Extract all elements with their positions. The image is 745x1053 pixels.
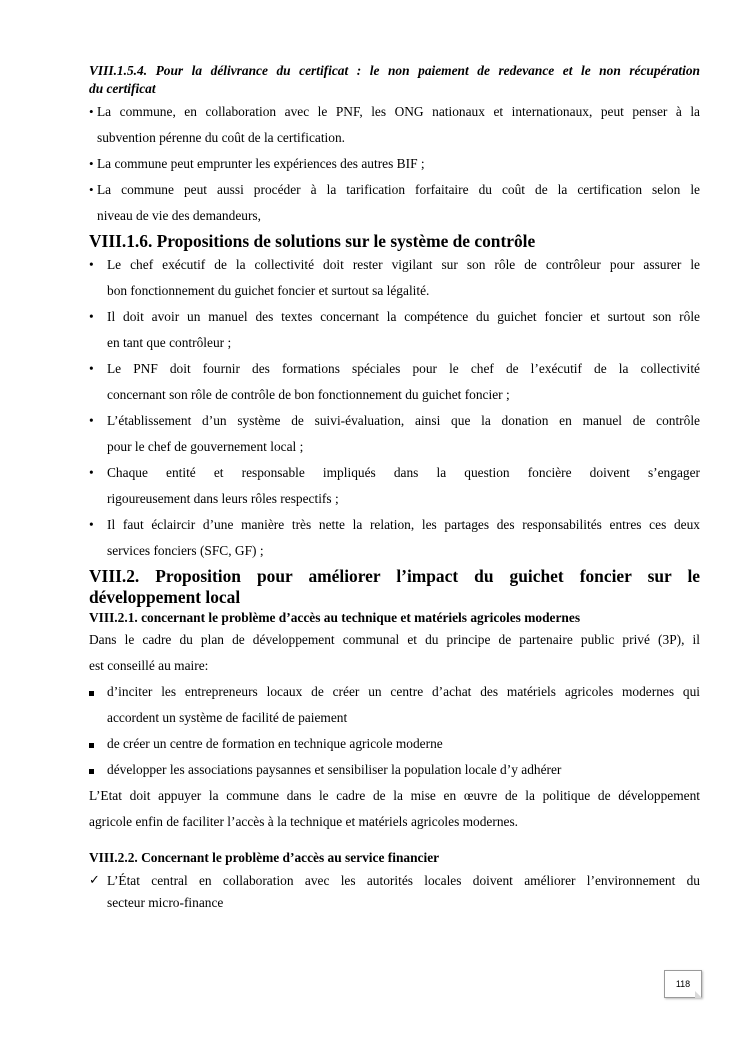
page-number: 118 bbox=[664, 970, 702, 998]
list-item: • Le PNF doit fournir des formations spéciales pour le chef de l’exécutif de la collectivité concernant son rôle de contrôle de bon fonctionnement du guichet foncier ; bbox=[89, 356, 700, 408]
list-item: • Il doit avoir un manuel des textes concernant la compétence du guichet foncier et surtout son rôle en tant que contrôleur ; bbox=[89, 304, 700, 356]
bullet-dot-icon: • bbox=[89, 361, 94, 376]
bullet-dot-icon: • bbox=[89, 413, 94, 428]
list-item: ✓ L’État central en collaboration avec les autorités locales doivent améliorer l’environnement du secteur micro-finance bbox=[89, 870, 700, 914]
bullet-dot-icon: • bbox=[89, 182, 94, 197]
bullet-square-icon bbox=[89, 731, 94, 757]
heading-viii-1-6: VIII.1.6. Propositions de solutions sur le système de contrôle bbox=[89, 231, 536, 251]
list-item: • La commune, en collaboration avec le PNF, les ONG nationaux et internationaux, peut penser à la subvention pérenne du coût de la certification. bbox=[89, 99, 700, 151]
list-item: • L’établissement d’un système de suivi-évaluation, ainsi que la donation en manuel de contrôle pour le chef de gouvernement local ; bbox=[89, 408, 700, 460]
bullet-dot-icon: • bbox=[89, 257, 94, 272]
list-item: • Chaque entité et responsable impliqués dans la question foncière doivent s’engager rigoureusement dans leurs rôles respectifs ; bbox=[89, 460, 700, 512]
outro-paragraph: L’Etat doit appuyer la commune dans le cadre de la mise en œuvre de la politique de développement agricole enfin de faciliter l’accès à la technique et matériels agricoles modernes. bbox=[89, 788, 700, 829]
bullet-dot-icon: • bbox=[89, 465, 94, 480]
heading-viii-2-1: VIII.2.1. concernant le problème d’accès au technique et matériels agricoles modernes bbox=[89, 610, 581, 625]
heading-viii-2: VIII.2. Proposition pour améliorer l’impact du guichet foncier sur le développement local bbox=[89, 566, 700, 607]
list-item: • La commune peut emprunter les expériences des autres BIF ; bbox=[89, 151, 700, 177]
document-page bbox=[89, 62, 700, 914]
bullet-dot-icon: • bbox=[89, 104, 94, 119]
bullet-dot-icon: • bbox=[89, 156, 94, 171]
bullet-square-icon bbox=[89, 679, 94, 705]
list-item: de créer un centre de formation en technique agricole moderne bbox=[89, 731, 700, 757]
checkmark-icon: ✓ bbox=[89, 873, 100, 888]
bullet-square-icon bbox=[89, 757, 94, 783]
bullet-dot-icon: • bbox=[89, 517, 94, 532]
heading-viii-2-2: VIII.2.2. Concernant le problème d’accès au service financier bbox=[89, 850, 440, 865]
list-item: d’inciter les entrepreneurs locaux de créer un centre d’achat des matériels agricoles modernes qui accordent un système de facilité de paiement bbox=[89, 679, 700, 731]
list-item: développer les associations paysannes et sensibiliser la population locale d’y adhérer bbox=[89, 757, 700, 783]
heading-viii-1-5-4: VIII.1.5.4. Pour la délivrance du certificat : le non paiement de redevance et le non récupération du certificat bbox=[89, 63, 700, 96]
list-item: • La commune peut aussi procéder à la tarification forfaitaire du coût de la certification selon le niveau de vie des demandeurs, bbox=[89, 177, 700, 229]
intro-paragraph: Dans le cadre du plan de développement communal et du principe de partenaire public privé (3P), il est conseillé au maire: bbox=[89, 632, 700, 673]
list-item: • Le chef exécutif de la collectivité doit rester vigilant sur son rôle de contrôleur pour assurer le bon fonctionnement du guichet foncier et surtout sa légalité. bbox=[89, 252, 700, 304]
bullet-dot-icon: • bbox=[89, 309, 94, 324]
list-item: • Il faut éclaircir d’une manière très nette la relation, les partages des responsabilités entres ces deux services fonciers (SFC, GF) ; bbox=[89, 512, 700, 564]
